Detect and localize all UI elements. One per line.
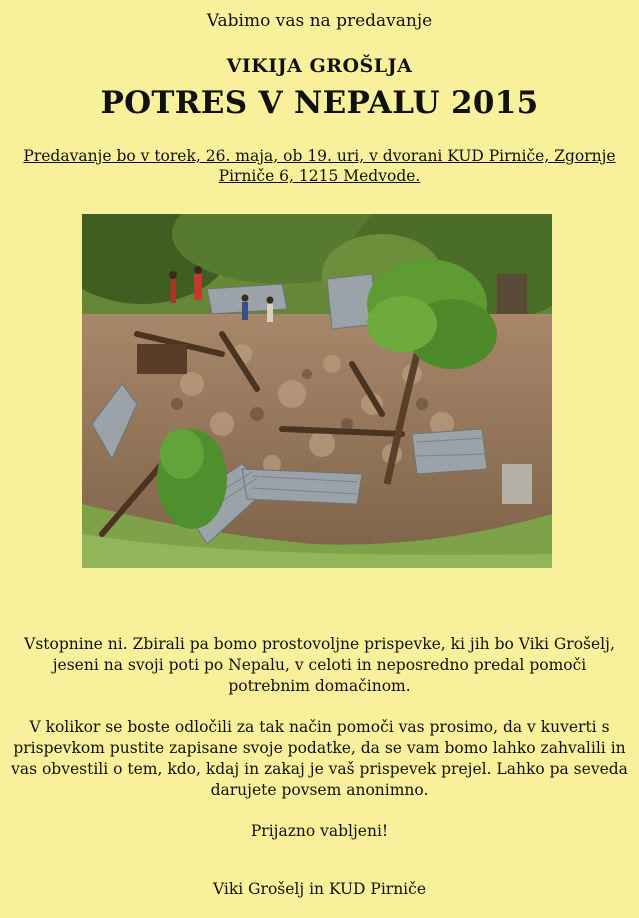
invitation-line: Vabimo vas na predavanje — [206, 11, 433, 31]
lecture-title: POTRES V NEPALU 2015 — [100, 85, 539, 121]
earthquake-ruins-photo — [82, 214, 552, 568]
contact-paragraph: V kolikor se boste odločili za tak način pomoči vas prosimo, da v kuverti s prispevkom pustite zapisane svoje podatke, da se vam bomo lahko zahvalili in vas obvestili o tem, kdo, kdaj in zakaj je vaš prispevek prejel. Lahko pa seveda darujete povsem anonimno. — [11, 718, 628, 799]
event-details: Predavanje bo v torek, 26. maja, ob 19. uri, v dvorani KUD Pirniče, Zgornje Pirniče 6, 1215 Medvode. — [23, 147, 616, 185]
greeting: Prijazno vabljeni! — [250, 822, 389, 840]
speaker-name: VIKIJA GROŠLJA — [226, 55, 413, 77]
signature: Viki Grošelj in KUD Pirniče — [213, 880, 426, 898]
donation-paragraph: Vstopnine ni. Zbirali pa bomo prostovoljne prispevke, ki jih bo Viki Grošelj, jeseni na svoji poti po Nepalu, v celoti in neposredno predal pomoči potrebnim domačinom. — [24, 635, 615, 695]
